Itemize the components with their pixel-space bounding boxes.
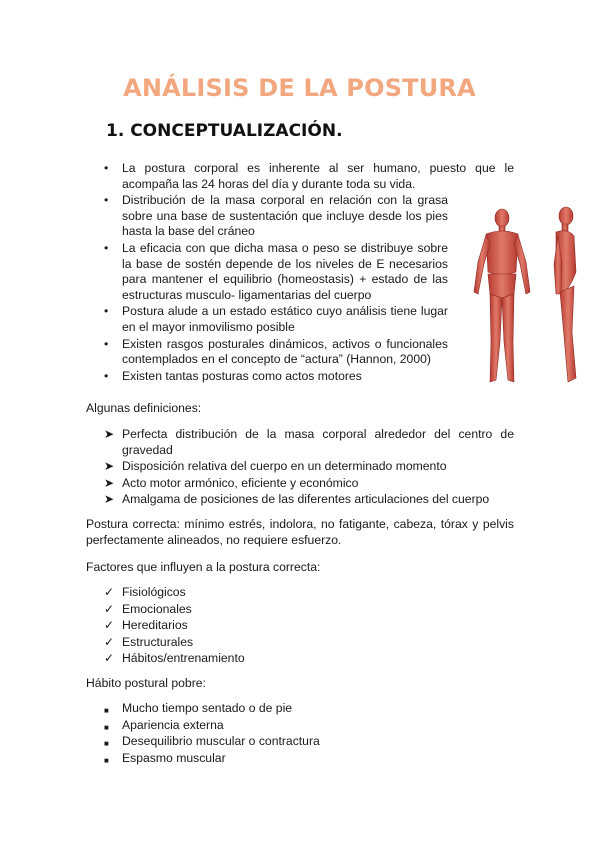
- poor-habits-list: [104, 701, 404, 767]
- list-item: ✓ Estructurales: [104, 634, 194, 649]
- list-item: ➤ Perfecta distribución de la masa corporal alrededor del centro de gravedad: [104, 427, 514, 457]
- check-bullet-icon: ✓: [104, 601, 115, 616]
- list-item: • Existen tantas posturas como actos motores: [104, 368, 362, 383]
- factors-label: Factores que influyen a la postura correcta:: [86, 560, 321, 574]
- list-item: ✓ Emocionales: [104, 601, 192, 616]
- side-muscle-figure: [554, 207, 576, 382]
- square-bullet-icon: ■: [104, 739, 109, 749]
- list-item: ➤ Amalgama de posiciones de las diferentes articulaciones del cuerpo: [104, 492, 490, 507]
- square-bullet-icon: ■: [104, 706, 109, 715]
- disc-bullet-icon: •: [104, 240, 109, 255]
- document-title: ANÁLISIS DE LA POSTURA: [123, 74, 476, 102]
- list-item: ■ Mucho tiempo sentado o de pie: [104, 701, 404, 717]
- definitions-label: Algunas definiciones:: [86, 401, 202, 415]
- list-item: ✓ Hereditarios: [104, 618, 188, 633]
- list-item: ■ Espasmo muscular: [104, 751, 404, 767]
- disc-bullet-icon: •: [104, 193, 109, 208]
- list-item: ➤ Disposición relativa del cuerpo en un determinado momento: [104, 459, 447, 474]
- list-item: • La postura corporal es inherente al ser humano, puesto que le acompaña las 24 horas del día y durante toda su vida.: [104, 161, 514, 191]
- disc-bullet-icon: •: [104, 368, 109, 383]
- disc-bullet-icon: •: [104, 304, 109, 319]
- front-muscle-figure: [474, 209, 530, 382]
- arrowhead-bullet-icon: ➤: [104, 492, 115, 507]
- square-bullet-icon: ■: [104, 722, 109, 732]
- check-bullet-icon: ✓: [104, 618, 115, 633]
- arrowhead-bullet-icon: ➤: [104, 459, 115, 474]
- disc-bullet-icon: •: [104, 336, 109, 351]
- list-item: ■ Desequilibrio muscular o contractura: [104, 734, 404, 750]
- list-item: ■ Apariencia externa: [104, 718, 404, 734]
- list-item: • Distribución de la masa corporal en relación con la grasa sobre una base de sustentación que incluye desde los pies hasta la base del cráneo: [104, 193, 448, 239]
- arrowhead-bullet-icon: ➤: [104, 475, 115, 490]
- check-bullet-icon: ✓: [104, 651, 115, 666]
- check-bullet-icon: ✓: [104, 585, 115, 599]
- list-item: ✓ Hábitos/entrenamiento: [104, 651, 245, 666]
- intro-bullet-list: [104, 161, 514, 385]
- list-item: • Existen rasgos posturales dinámicos, activos o funcionales contemplados en el concepto de “actura” (Hannon, 2000): [104, 336, 448, 367]
- definitions-list: [104, 427, 514, 509]
- list-item: ✓ Fisiológicos: [104, 585, 186, 599]
- correct-posture-paragraph: Postura correcta: mínimo estrés, indolora, no fatigante, cabeza, tórax y pelvis perfectamente alineados, no requiere esfuerzo.: [86, 517, 514, 547]
- disc-bullet-icon: •: [104, 161, 109, 175]
- muscle-anatomy-illustration: [458, 202, 598, 392]
- square-bullet-icon: ■: [104, 755, 109, 765]
- list-item: • Postura alude a un estado estático cuyo análisis tiene lugar en el mayor inmovilismo posible: [104, 304, 448, 334]
- list-item: • La eficacia con que dicha masa o peso se distribuye sobre la base de sostén depende de los niveles de E necesarios para mantener el equilibrio (homeostasis) + estado de las estructuras musculo- ligamentarias del cuerpo: [104, 240, 448, 302]
- factors-list: [104, 585, 404, 668]
- section-heading: 1. CONCEPTUALIZACIÓN.: [106, 121, 343, 141]
- poor-habit-label: Hábito postural pobre:: [86, 676, 206, 690]
- arrowhead-bullet-icon: ➤: [104, 427, 115, 441]
- list-item: ➤ Acto motor armónico, eficiente y económico: [104, 475, 359, 490]
- check-bullet-icon: ✓: [104, 634, 115, 649]
